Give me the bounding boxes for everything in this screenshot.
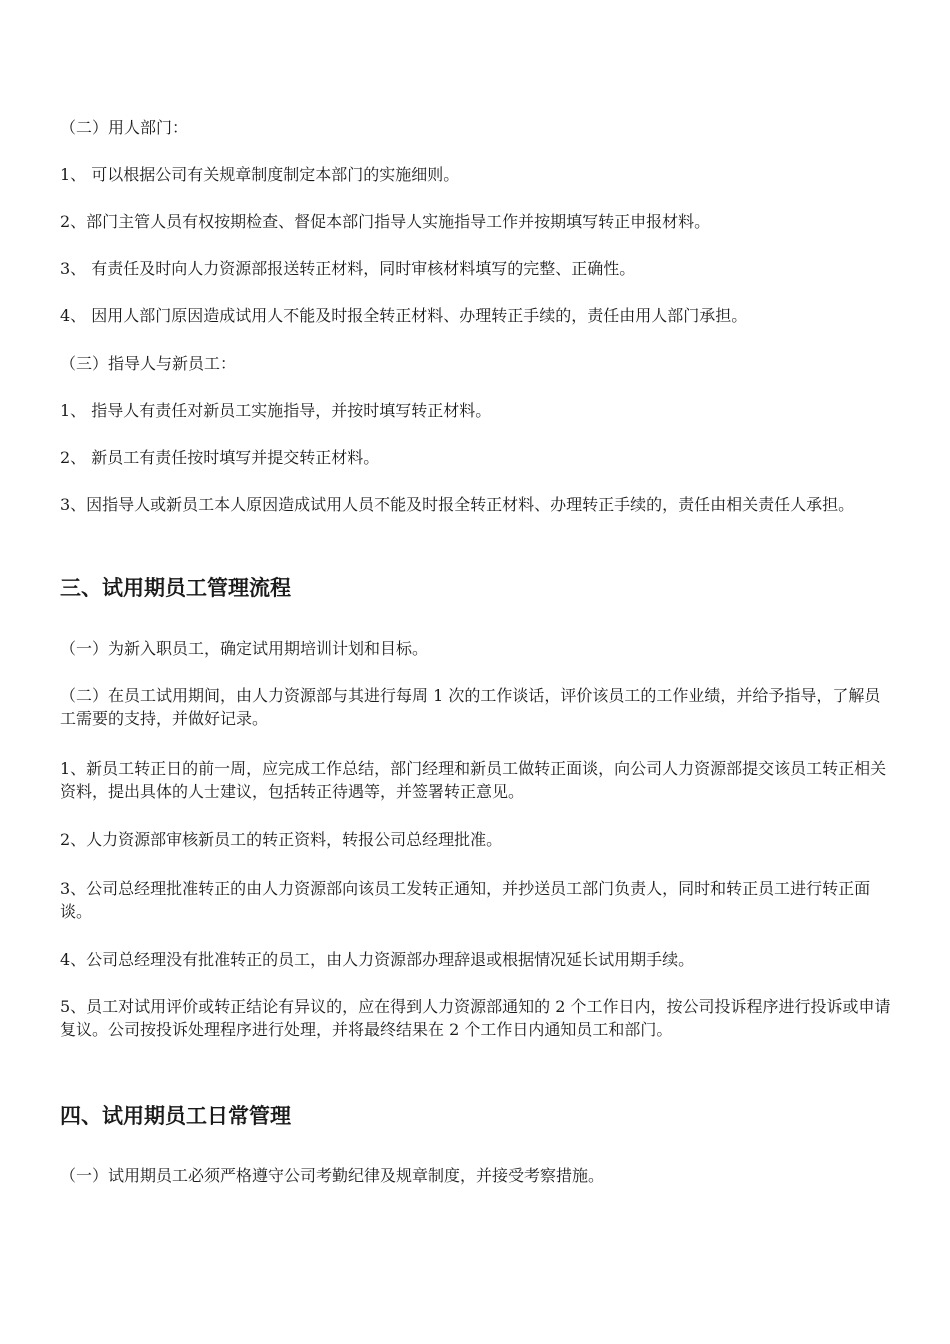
- subsection-title-employing-department: （二）用人部门：: [60, 118, 189, 137]
- paragraph: 1、 指导人有责任对新员工实施指导，并按时填写转正材料。: [60, 401, 492, 420]
- paragraph: （二）在员工试用期间，由人力资源部与其进行每周 1 次的工作谈话，评价该员工的工作业绩，并给予指导，了解员工需要的支持，并做好记录。: [60, 686, 881, 728]
- paragraph: 3、因指导人或新员工本人原因造成试用人员不能及时报全转正材料、办理转正手续的，责任由相关责任人承担。: [60, 495, 855, 514]
- paragraph: 2、人力资源部审核新员工的转正资料，转报公司总经理批准。: [60, 830, 503, 849]
- paragraph: （一）为新入职员工，确定试用期培训计划和目标。: [60, 639, 429, 658]
- paragraph: 1、新员工转正日的前一周，应完成工作总结，部门经理和新员工做转正面谈，向公司人力资源部提交该员工转正相关资料，提出具体的人士建议，包括转正待遇等，并签署转正意见。: [60, 759, 887, 801]
- subsection-title-mentor-and-new-employee: （三）指导人与新员工：: [60, 354, 237, 373]
- paragraph: 1、 可以根据公司有关规章制度制定本部门的实施细则。: [60, 165, 460, 184]
- paragraph: 2、 新员工有责任按时填写并提交转正材料。: [60, 448, 380, 467]
- section-heading-daily-management: 四、试用期员工日常管理: [60, 1104, 291, 1128]
- paragraph: 2、部门主管人员有权按期检查、督促本部门指导人实施指导工作并按期填写转正申报材料。: [60, 212, 711, 231]
- paragraph: 4、 因用人部门原因造成试用人不能及时报全转正材料、办理转正手续的，责任由用人部门承担。: [60, 306, 748, 325]
- paragraph: （一）试用期员工必须严格遵守公司考勤纪律及规章制度，并接受考察措施。: [60, 1166, 605, 1185]
- paragraph: 5、员工对试用评价或转正结论有异议的，应在得到人力资源部通知的 2 个工作日内，按公司投诉程序进行投诉或申请复议。公司按投诉处理程序进行处理，并将最终结果在 2 个工作日内通知员工和部门。: [60, 997, 891, 1039]
- paragraph: 3、 有责任及时向人力资源部报送转正材料，同时审核材料填写的完整、正确性。: [60, 259, 636, 278]
- section-heading-probation-process: 三、试用期员工管理流程: [60, 576, 291, 600]
- paragraph: 4、公司总经理没有批准转正的员工，由人力资源部办理辞退或根据情况延长试用期手续。: [60, 950, 695, 969]
- paragraph: 3、公司总经理批准转正的由人力资源部向该员工发转正通知，并抄送员工部门负责人，同时和转正员工进行转正面谈。: [60, 879, 871, 921]
